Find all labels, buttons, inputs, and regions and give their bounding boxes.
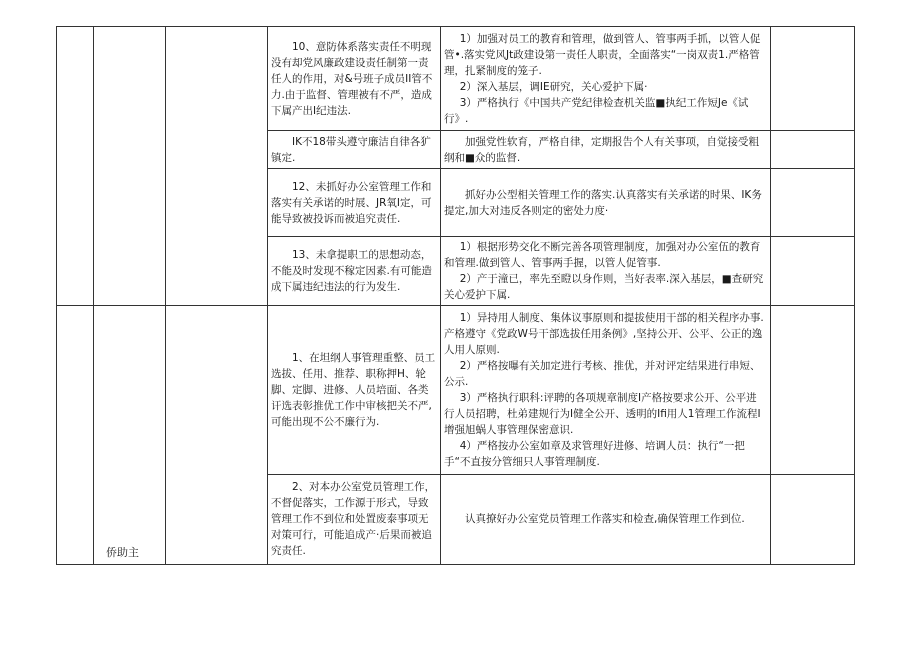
measure-text: 加强党性软育，严格自律，定期报告个人有关事项，自觉接受粗纲和■众的监督. (444, 135, 759, 164)
measure-text: 1）根据形势交化不断完善各项管理制度，加强对办公室伍的教育和管理.做到管人、管事两手握，以管人促管事. (444, 241, 761, 269)
empty-cell (771, 474, 855, 564)
risk-cell (268, 27, 441, 131)
measure-text: 4）严格按办公室如章及求管理好进修、培调人员：执行“一把手“不直按分管细只人事管理制度. (444, 439, 745, 468)
risk-text: 12、未抓好办公室管理工作和落实有关承诺的时展、JR氧I定，可能导致被投诉而被追究责任. (271, 180, 432, 225)
measure-text: 3）严格执行《中国共产党纪律检查机关监■执纪工作短Je《试行》. (444, 96, 749, 125)
measure-text: 1）加强对员工的教育和管理，做到管人、管事两手抓，以管人促管•.落实党风Jt政建设第一责任人职责，全面落实“一岗双责1.严格管理，扎紧制度的笼子. (444, 32, 761, 77)
measure-text: 2）产于潼已，率先至瞪以身作则，当好表率.深入基层，■查研究关心爱护下属. (444, 273, 764, 301)
empty-cell (57, 27, 94, 306)
category-cell (94, 306, 166, 565)
risk-control-table (56, 26, 855, 565)
risk-cell (268, 169, 441, 237)
risk-text: IK不18带头遵守廉洁自律各犷镇定. (271, 135, 431, 164)
measure-text: 抓好办公型相关管理工作的落实.认真落实有关承诺的时果、IK务提定,加大对违反各则定的密处力度· (444, 188, 762, 217)
measure-cell (441, 131, 771, 169)
measure-cell (441, 27, 771, 131)
empty-cell (771, 169, 855, 237)
empty-cell (94, 27, 166, 306)
measure-text: 2）严格按曝有关加定进行考核、推优，并对评定结果进行串短、公示. (444, 359, 761, 388)
measure-cell (441, 169, 771, 237)
bottom-label: 侨助主 (106, 546, 139, 559)
risk-cell (268, 474, 441, 564)
measure-text: 3）严格执行职科:评聘的各项规章制度I产格按要求公开、公平进行人员招聘，杜弟建规行为I健全公开、透明的Ifi用人1管理工作流程I增强旭蜗人事管理保密意识. (444, 391, 761, 436)
risk-text: 1、在坦纲人事管理重整、员工选拔、任用、推荐、职称押H、轮脚、定脚、进修、人员培面、各类讦选表彰推优工作中审核把关不严,可能出现不公不廉行为. (271, 351, 436, 428)
measure-text: 1）异持用人制度、集体议事原则和提拔使用干部的相关程序办事.产格遵守《党政W号干部选拔任用条例》,坚持公开、公平、公正的逸人用人原则. (444, 311, 764, 356)
risk-text: 13、未拿提职工的思想动态，不能及时发现不稼定因素.有可能造成下属违纪违法的行为发生. (271, 249, 432, 293)
measure-text: 认真撩好办公室党员管理工作落实和检查,确保管理工作到位. (465, 513, 745, 526)
table-row (57, 306, 855, 475)
empty-cell (57, 306, 94, 565)
table-row (57, 27, 855, 131)
measure-cell (441, 237, 771, 306)
measure-cell (441, 474, 771, 564)
empty-cell (771, 27, 855, 131)
empty-cell (771, 131, 855, 169)
empty-cell (166, 27, 268, 306)
measure-text: 2）深入基层，调IE研究，关心爱护下属· (459, 80, 648, 93)
empty-cell (771, 237, 855, 306)
risk-text: 2、对本办公室党员管理工作，不督促落实，工作源于形式，导致管理工作不到位和处置废泰事项无对策可行，可能追成产·后果而被追究责任. (271, 481, 436, 558)
measure-cell (441, 306, 771, 475)
risk-text: 10、意防体系落实责任不明现没有却党风廉政建设责任制第一责任人的作用，对&号班子成员II管不力.由于监督、管理被有不严，造成下属产出I纪违法. (271, 40, 433, 117)
risk-cell (268, 237, 441, 306)
empty-cell (771, 306, 855, 475)
risk-cell (268, 131, 441, 169)
empty-cell (166, 306, 268, 565)
risk-cell (268, 306, 441, 475)
